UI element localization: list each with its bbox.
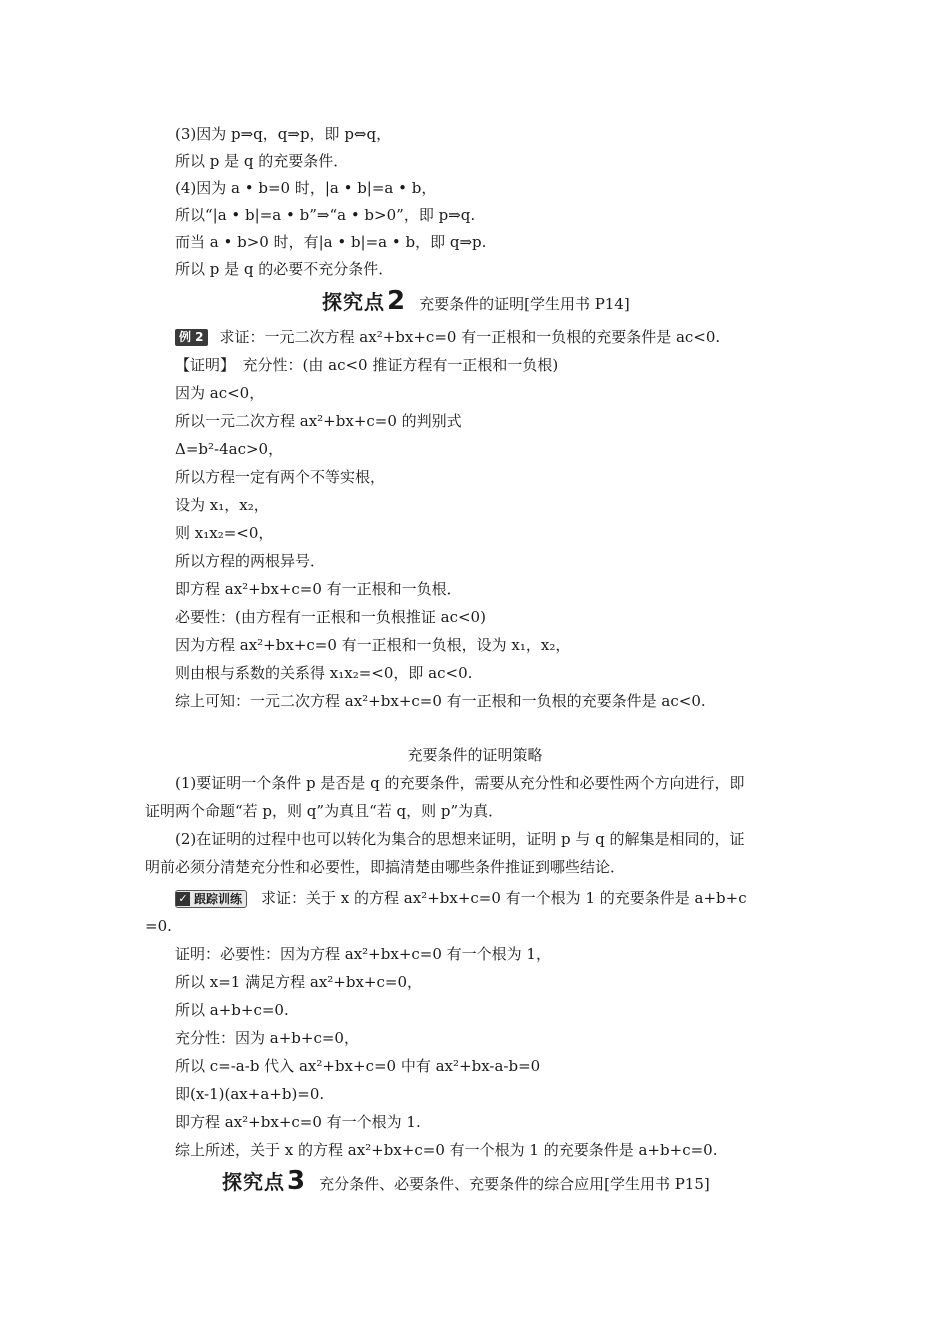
training-proof-line: 即方程 ax²+bx+c=0 有一个根为 1. [175,1113,421,1131]
example-badge: 例 2 [175,329,208,346]
proof-line: 设为 x₁，x₂， [175,496,269,514]
proof-line: 所以一元二次方程 ax²+bx+c=0 的判别式 [175,412,462,430]
section-title: 充分条件、必要条件、充要条件的综合应用[学生用书 P15] [319,1175,710,1193]
text-line: 而当 a • b>0 时，有|a • b|=a • b，即 q⇒p. [175,233,487,251]
example-line [175,327,720,347]
strategy-paragraph: 明前必须分清楚充分性和必要性，即搞清楚由哪些条件推证到哪些结论． [145,858,626,876]
proof-line: 因为 ac<0， [175,384,265,402]
training-line: =0. [145,917,172,935]
training-proof-line: 所以 a+b+c=0. [175,1001,289,1019]
training-proof-line: 综上所述，关于 x 的方程 ax²+bx+c=0 有一个根为 1 的充要条件是 a+b+c=0. [175,1141,718,1159]
section-label: 探究点 [222,1170,285,1194]
section-heading-3 [222,1166,710,1196]
section-title: 充要条件的证明[学生用书 P14] [419,295,630,313]
section-heading-2 [322,286,630,316]
strategy-paragraph: (2)在证明的过程中也可以转化为集合的思想来证明，证明 p 与 q 的解集是相同的，证 [175,830,745,848]
section-label: 探究点 [322,290,385,314]
training-proof-line: 所以 x=1 满足方程 ax²+bx+c=0， [175,973,423,991]
proof-line: 综上可知：一元二次方程 ax²+bx+c=0 有一正根和一负根的充要条件是 ac<0. [175,692,706,710]
training-badge-label: 跟踪训练 [194,892,243,906]
proof-line: Δ=b²-4ac>0， [175,440,284,458]
text-line: 所以 p 是 q 的充要条件． [175,152,349,170]
text-line: 所以“|a • b|=a • b”⇒“a • b>0”，即 p⇒q. [175,206,476,224]
training-text: 求证：关于 x 的方程 ax²+bx+c=0 有一个根为 1 的充要条件是 a+b+c [261,889,747,907]
training-badge [175,890,247,908]
training-line [175,888,747,908]
proof-line: 必要性：(由方程有一正根和一负根推证 ac<0) [175,608,486,626]
text-line: (4)因为 a • b=0 时，|a • b|=a • b， [175,179,437,197]
training-proof-line: 充分性：因为 a+b+c=0， [175,1029,359,1047]
proof-line: 则由根与系数的关系得 x₁x₂=<0，即 ac<0. [175,664,473,682]
strategy-paragraph: (1)要证明一个条件 p 是否是 q 的充要条件，需要从充分性和必要性两个方向进行，即 [175,774,745,792]
training-proof-line: 证明：必要性：因为方程 ax²+bx+c=0 有一个根为 1， [175,945,551,963]
check-icon: ✓ [176,892,190,906]
strategy-paragraph: 证明两个命题“若 p，则 q”为真且“若 q，则 p”为真． [145,802,504,820]
proof-line: 所以方程的两根异号． [175,552,326,570]
section-number: 2 [387,286,406,316]
example-text: 求证：一元二次方程 ax²+bx+c=0 有一正根和一负根的充要条件是 ac<0. [219,328,721,346]
proof-line: 所以方程一定有两个不等实根， [175,468,386,486]
strategy-title: 充要条件的证明策略 [407,746,543,764]
text-line: 所以 p 是 q 的必要不充分条件． [175,260,394,278]
proof-line: 因为方程 ax²+bx+c=0 有一正根和一负根，设为 x₁，x₂， [175,636,571,654]
proof-line: 则 x₁x₂=<0， [175,524,274,542]
section-number: 3 [287,1166,306,1196]
training-proof-line: 所以 c=-a-b 代入 ax²+bx+c=0 中有 ax²+bx-a-b=0 [175,1057,541,1075]
proof-line: 【证明】 充分性：(由 ac<0 推证方程有一正根和一负根) [175,356,559,374]
proof-line: 即方程 ax²+bx+c=0 有一正根和一负根． [175,580,462,598]
training-proof-line: 即(x-1)(ax+a+b)=0. [175,1085,325,1103]
text-line: (3)因为 p⇒q，q⇒p，即 p⇔q， [175,125,392,143]
